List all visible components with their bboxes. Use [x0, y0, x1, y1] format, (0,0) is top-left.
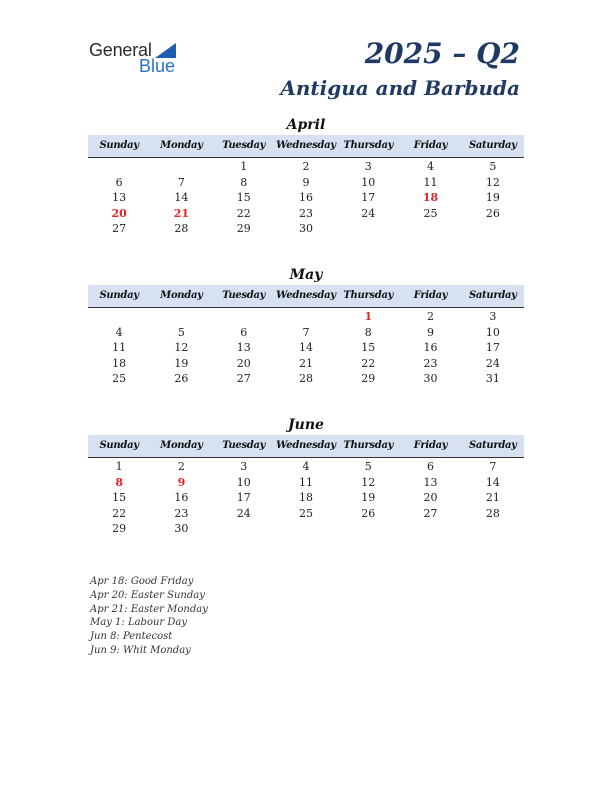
week-row: [88, 506, 524, 522]
holiday-note: Apr 18: Good Friday: [90, 576, 194, 587]
week-row: [88, 159, 524, 175]
day-cell: 23: [423, 356, 438, 370]
weekday-header: [88, 435, 524, 458]
day-cell: 18: [112, 356, 127, 370]
weekday-label: Thursday: [343, 440, 394, 451]
day-cell: 14: [485, 475, 500, 489]
day-cell: 28: [485, 506, 500, 520]
day-cell: 21: [298, 356, 313, 370]
weekday-label: Saturday: [468, 140, 517, 151]
day-cell: 29: [236, 222, 251, 235]
day-cell: 21: [485, 491, 500, 504]
week-row: [88, 371, 524, 387]
day-cell: 4: [115, 325, 123, 339]
day-cell: 24: [236, 506, 251, 520]
day-cell: 15: [112, 491, 127, 504]
day-cell: 11: [423, 175, 438, 189]
day-cell: 29: [112, 522, 127, 535]
week-row: [88, 221, 524, 237]
week-row: [88, 206, 524, 222]
day-cell: 5: [489, 160, 497, 173]
weekday-label: Tuesday: [222, 440, 266, 451]
month-may: [88, 265, 524, 387]
day-cell: 25: [298, 506, 313, 520]
week-row: [88, 175, 524, 191]
day-cell: 14: [298, 341, 313, 354]
weekday-label: Friday: [413, 290, 448, 301]
day-cell: 10: [485, 325, 500, 339]
day-cell: 30: [298, 222, 313, 235]
empty-day-cell: [213, 521, 275, 537]
day-cell: 1: [364, 310, 373, 323]
day-cell: 17: [236, 491, 251, 504]
day-cell: 2: [302, 160, 310, 173]
weekday-label: Sunday: [99, 140, 139, 151]
logo-text-general: General: [89, 40, 152, 60]
weekday-label: Monday: [160, 140, 203, 151]
day-cell: 25: [112, 372, 127, 385]
holiday-note: Jun 8: Pentecost: [90, 631, 173, 643]
week-row: [88, 490, 524, 506]
day-cell: 25: [423, 206, 438, 220]
day-cell: 19: [361, 491, 376, 504]
day-cell: 1: [115, 460, 123, 473]
weekday-label: Monday: [160, 440, 203, 451]
day-cell: 9: [177, 475, 186, 489]
day-cell: 3: [489, 310, 497, 323]
empty-day-cell: [150, 159, 212, 175]
day-cell: 11: [298, 475, 313, 489]
month-name: June: [288, 417, 324, 433]
day-cell: 23: [174, 506, 189, 520]
day-cell: 17: [485, 341, 500, 354]
weekday-label: Wednesday: [276, 440, 336, 451]
weekday-label: Sunday: [99, 440, 139, 451]
brand-logo: [89, 40, 189, 80]
week-row: [88, 325, 524, 341]
day-cell: 8: [115, 475, 123, 489]
empty-day-cell: [275, 521, 337, 537]
day-cell: 8: [364, 325, 372, 339]
day-cell: 5: [177, 325, 185, 339]
day-cell: 16: [298, 191, 313, 204]
day-cell: 9: [302, 175, 310, 189]
day-cell: 16: [423, 341, 438, 354]
day-cell: 28: [298, 372, 313, 385]
day-cell: 1: [240, 160, 248, 173]
empty-day-cell: [213, 309, 275, 325]
page-subtitle: Antigua and Barbuda: [280, 76, 520, 100]
day-cell: 31: [485, 372, 500, 385]
holiday-note: Jun 9: Whit Monday: [90, 644, 191, 656]
day-cell: 6: [115, 175, 123, 189]
day-cell: 13: [112, 191, 127, 204]
day-cell: 12: [174, 341, 189, 354]
day-cell: 7: [489, 460, 497, 473]
empty-day-cell: [399, 521, 461, 537]
weekday-label: Sunday: [99, 290, 139, 301]
empty-day-cell: [88, 309, 150, 325]
month-june: [88, 415, 524, 537]
week-row: [88, 521, 524, 537]
weekday-label: Thursday: [343, 140, 394, 151]
weekday-label: Tuesday: [222, 290, 266, 301]
day-cell: 4: [427, 160, 435, 173]
day-cell: 22: [112, 506, 127, 520]
month-name: May: [289, 267, 323, 283]
month-name: April: [286, 117, 326, 133]
day-cell: 16: [174, 491, 189, 504]
logo-text-blue: Blue: [139, 56, 176, 76]
day-cell: 11: [112, 341, 127, 354]
empty-day-cell: [462, 521, 524, 537]
week-row: [88, 340, 524, 356]
day-cell: 6: [240, 325, 248, 339]
empty-day-cell: [337, 221, 399, 237]
day-cell: 3: [240, 460, 248, 473]
day-cell: 17: [361, 191, 376, 204]
day-cell: 28: [174, 222, 189, 235]
week-row: [88, 459, 524, 475]
day-cell: 21: [173, 206, 190, 220]
weekday-label: Monday: [160, 290, 203, 301]
weekday-label: Friday: [413, 140, 448, 151]
day-cell: 23: [298, 206, 313, 220]
day-cell: 9: [427, 325, 435, 339]
page-title: 2025 – Q2: [364, 37, 520, 70]
day-cell: 19: [485, 191, 500, 204]
day-cell: 13: [236, 341, 251, 354]
day-cell: 4: [302, 460, 310, 473]
day-cell: 12: [361, 475, 376, 489]
day-cell: 3: [364, 160, 372, 173]
day-cell: 14: [174, 191, 189, 204]
day-cell: 18: [422, 191, 439, 204]
day-cell: 30: [423, 372, 438, 385]
weekday-header: [88, 285, 524, 308]
week-row: [88, 475, 524, 491]
weekday-label: Friday: [413, 440, 448, 451]
holiday-notes: [90, 575, 208, 658]
holiday-note: Apr 20: Easter Sunday: [90, 589, 205, 601]
weekday-label: Tuesday: [222, 140, 266, 151]
day-cell: 18: [298, 491, 313, 504]
day-cell: 26: [174, 372, 189, 385]
day-cell: 8: [240, 175, 248, 189]
day-cell: 13: [423, 475, 438, 489]
weekday-label: Wednesday: [276, 290, 336, 301]
day-cell: 27: [112, 222, 127, 235]
holiday-note: May 1: Labour Day: [90, 617, 187, 629]
day-cell: 15: [361, 341, 376, 354]
empty-day-cell: [275, 309, 337, 325]
day-cell: 26: [485, 206, 500, 220]
day-cell: 22: [361, 356, 376, 370]
day-cell: 7: [177, 175, 185, 189]
week-row: [88, 356, 524, 372]
weekday-label: Thursday: [343, 290, 394, 301]
day-cell: 7: [302, 325, 310, 339]
day-cell: 26: [361, 506, 376, 520]
weekday-label: Wednesday: [276, 140, 336, 151]
day-cell: 27: [423, 506, 438, 520]
empty-day-cell: [462, 221, 524, 237]
day-cell: 19: [174, 356, 189, 370]
week-row: [88, 309, 524, 325]
day-cell: 6: [427, 460, 435, 473]
day-cell: 24: [485, 356, 500, 370]
day-cell: 24: [361, 206, 376, 220]
day-cell: 2: [427, 310, 435, 323]
day-cell: 2: [177, 460, 185, 473]
day-cell: 15: [236, 191, 251, 204]
empty-day-cell: [150, 309, 212, 325]
day-cell: 20: [423, 491, 438, 504]
day-cell: 22: [236, 206, 251, 220]
day-cell: 10: [236, 475, 251, 489]
weekday-label: Saturday: [468, 440, 517, 451]
empty-day-cell: [337, 521, 399, 537]
day-cell: 10: [361, 175, 376, 189]
day-cell: 20: [111, 206, 127, 220]
day-cell: 29: [361, 372, 376, 385]
week-row: [88, 190, 524, 206]
day-cell: 12: [485, 175, 500, 189]
day-cell: 27: [236, 372, 251, 385]
day-cell: 20: [236, 356, 251, 370]
day-cell: 30: [174, 522, 189, 535]
weekday-label: Saturday: [468, 290, 517, 301]
empty-day-cell: [399, 221, 461, 237]
day-cell: 5: [364, 460, 372, 473]
holiday-note: Apr 21: Easter Monday: [90, 603, 208, 615]
month-april: [88, 115, 524, 237]
weekday-header: [88, 135, 524, 158]
empty-day-cell: [88, 159, 150, 175]
